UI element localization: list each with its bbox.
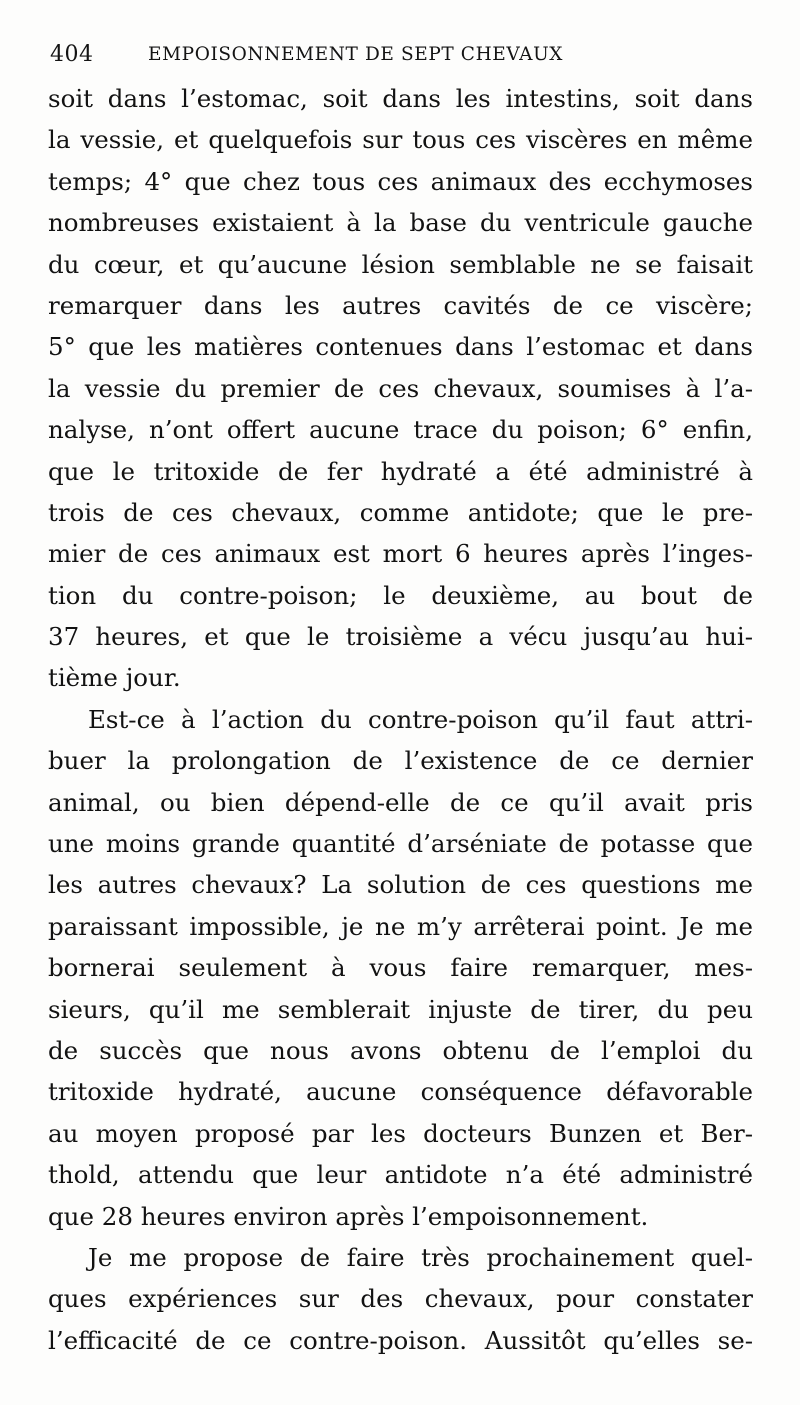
text-line: tion du contre-poison; le deuxième, au bout de — [48, 580, 753, 610]
text-line: que 28 heures environ après l’empoisonnement. — [48, 1201, 649, 1231]
text-line: du cœur, et qu’aucune lésion semblable ne se faisait — [48, 249, 753, 279]
text-line: au moyen proposé par les docteurs Bunzen et Ber- — [48, 1118, 753, 1148]
text-line: thold, attendu que leur antidote n’a été administré — [48, 1160, 753, 1190]
running-head — [50, 42, 750, 82]
text-line: trois de ces chevaux, comme antidote; que le pre- — [48, 497, 753, 527]
text-line: Est-ce à l’action du contre-poison qu’il faut attri- — [88, 704, 753, 734]
text-line: que le tritoxide de fer hydraté a été administré à — [48, 456, 753, 486]
text-line: tième jour. — [48, 663, 181, 693]
text-line: mier de ces animaux est mort 6 heures après l’inges- — [48, 539, 753, 569]
text-line: 37 heures, et que le troisième a vécu jusqu’au hui- — [48, 622, 753, 652]
text-line: la vessie, et quelquefois sur tous ces viscères en même — [48, 125, 753, 155]
text-line: Je me propose de faire très prochainement quel- — [88, 1242, 753, 1272]
text-line: 5° que les matières contenues dans l’estomac et dans — [48, 332, 753, 362]
text-line: une moins grande quantité d’arséniate de potasse que — [48, 829, 753, 859]
text-line: buer la prolongation de l’existence de ce dernier — [48, 746, 753, 776]
page-number: 404 — [50, 42, 94, 67]
text-line: l’efficacité de ce contre-poison. Aussitôt qu’elles se- — [48, 1325, 753, 1355]
text-line: bornerai seulement à vous faire remarquer, mes- — [48, 953, 753, 983]
text-line: tritoxide hydraté, aucune conséquence défavorable — [48, 1077, 753, 1107]
text-line: ques expériences sur des chevaux, pour constater — [48, 1284, 753, 1314]
text-line: sieurs, qu’il me semblerait injuste de tirer, du peu — [48, 994, 753, 1024]
text-line: de succès que nous avons obtenu de l’emploi du — [48, 1035, 753, 1065]
running-title: EMPOISONNEMENT DE SEPT CHEVAUX — [148, 44, 564, 65]
text-line: la vessie du premier de ces chevaux, soumises à l’a- — [48, 373, 753, 403]
text-line: paraissant impossible, je ne m’y arrêterai point. Je me — [48, 911, 753, 941]
text-line: animal, ou bien dépend-elle de ce qu’il avait pris — [48, 787, 753, 817]
body-text — [48, 78, 753, 1361]
text-line: les autres chevaux? La solution de ces questions me — [48, 870, 753, 900]
text-line: soit dans l’estomac, soit dans les intestins, soit dans — [48, 84, 753, 113]
text-line: nombreuses existaient à la base du ventricule gauche — [48, 208, 753, 238]
text-line: temps; 4° que chez tous ces animaux des ecchymoses — [48, 166, 753, 196]
text-line: nalyse, n’ont offert aucune trace du poison; 6° enfin, — [48, 415, 753, 445]
text-line: remarquer dans les autres cavités de ce viscère; — [48, 290, 753, 320]
